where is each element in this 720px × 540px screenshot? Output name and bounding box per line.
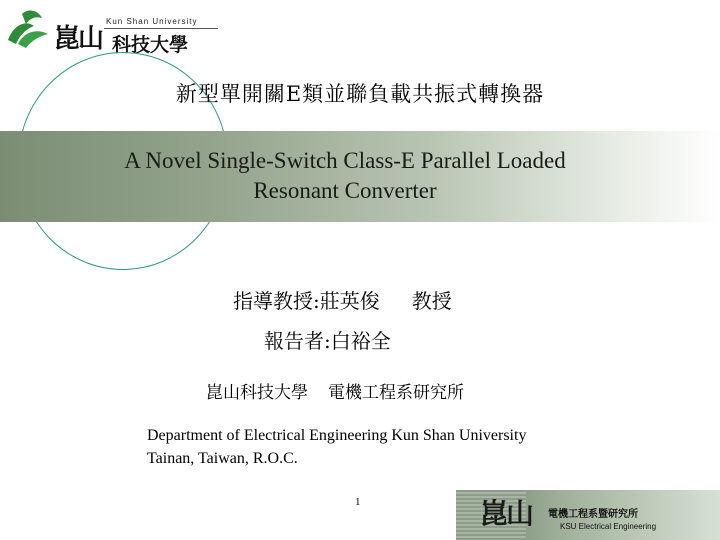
- advisor-name: 莊英俊: [319, 289, 380, 313]
- logo-divider: [104, 28, 218, 29]
- reporter-label: 報告者:: [264, 329, 331, 353]
- logo-chinese-name-2: 科技大學: [112, 34, 189, 56]
- university-logo: [4, 2, 214, 54]
- reporter-line: [264, 325, 391, 354]
- chinese-title: 新型單開關E類並聯負載共振式轉換器: [175, 82, 545, 106]
- english-title-line-2: Resonant Converter: [253, 178, 437, 203]
- institute-chinese: 電機工程系研究所: [328, 383, 464, 403]
- advisor-line: [233, 285, 452, 314]
- page-number: 1: [355, 496, 361, 508]
- department-english-line-1: Department of Electrical Engineering Kun Shan University: [147, 427, 527, 444]
- advisor-title: 教授: [411, 289, 452, 313]
- school-chinese: 崑山科技大學: [206, 383, 308, 403]
- leaf-logo-icon: [4, 4, 52, 52]
- footer-logo: [456, 490, 720, 540]
- english-title-line-1: A Novel Single-Switch Class-E Parallel Loaded: [124, 148, 566, 173]
- english-title: [0, 146, 690, 206]
- footer-logo-chinese: 崑山: [480, 497, 533, 530]
- logo-chinese-name-1: 崑山: [54, 24, 103, 54]
- department-chinese: [206, 378, 464, 403]
- department-english: [147, 424, 526, 470]
- logo-english-name: Kun Shan University: [106, 17, 198, 26]
- footer-lab-english: KSU Electrical Engineering: [560, 522, 657, 531]
- footer-lab-name: 電機工程系暨研究所: [548, 509, 638, 520]
- reporter-name: 白裕全: [330, 329, 391, 353]
- department-english-line-2: Tainan, Taiwan, R.O.C.: [147, 450, 298, 467]
- advisor-label: 指導教授:: [233, 289, 320, 313]
